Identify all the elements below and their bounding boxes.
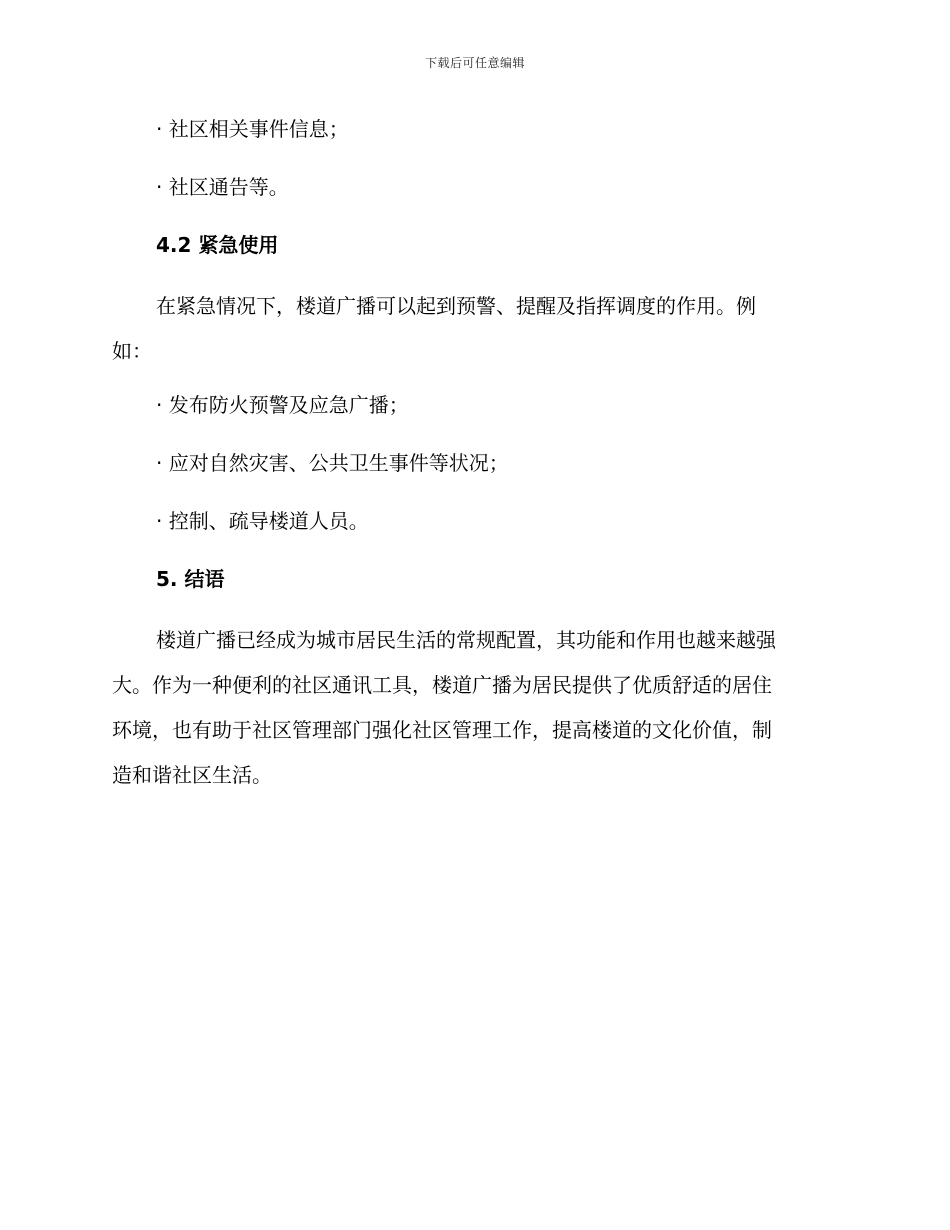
paragraph-line: 造和谐社区生活。: [112, 763, 272, 787]
section-heading: 5. 结语: [156, 567, 225, 591]
paragraph-line: 如：: [112, 339, 152, 363]
list-item: · 应对自然灾害、公共卫生事件等状况；: [156, 451, 509, 475]
page-header: 下载后可任意编辑: [424, 56, 525, 70]
section-heading: 4.2 紧急使用: [156, 233, 279, 257]
list-item: · 控制、疏导楼道人员。: [156, 509, 369, 533]
paragraph-line: 在紧急情况下，楼道广播可以起到预警、提醒及指挥调度的作用。例: [156, 294, 756, 318]
paragraph: [112, 284, 832, 374]
paragraph-line: 大。作为一种便利的社区通讯工具，楼道广播为居民提供了优质舒适的居住: [112, 673, 772, 697]
document-body: [112, 112, 832, 812]
paragraph: [112, 618, 832, 798]
paragraph-line: 楼道广播已经成为城市居民生活的常规配置，其功能和作用也越来越强: [156, 628, 776, 652]
paragraph-line: 环境，也有助于社区管理部门强化社区管理工作，提高楼道的文化价值，制: [112, 718, 772, 742]
list-item: · 社区通告等。: [156, 175, 289, 199]
list-item: · 社区相关事件信息；: [156, 117, 349, 141]
list-item: · 发布防火预警及应急广播；: [156, 393, 409, 417]
